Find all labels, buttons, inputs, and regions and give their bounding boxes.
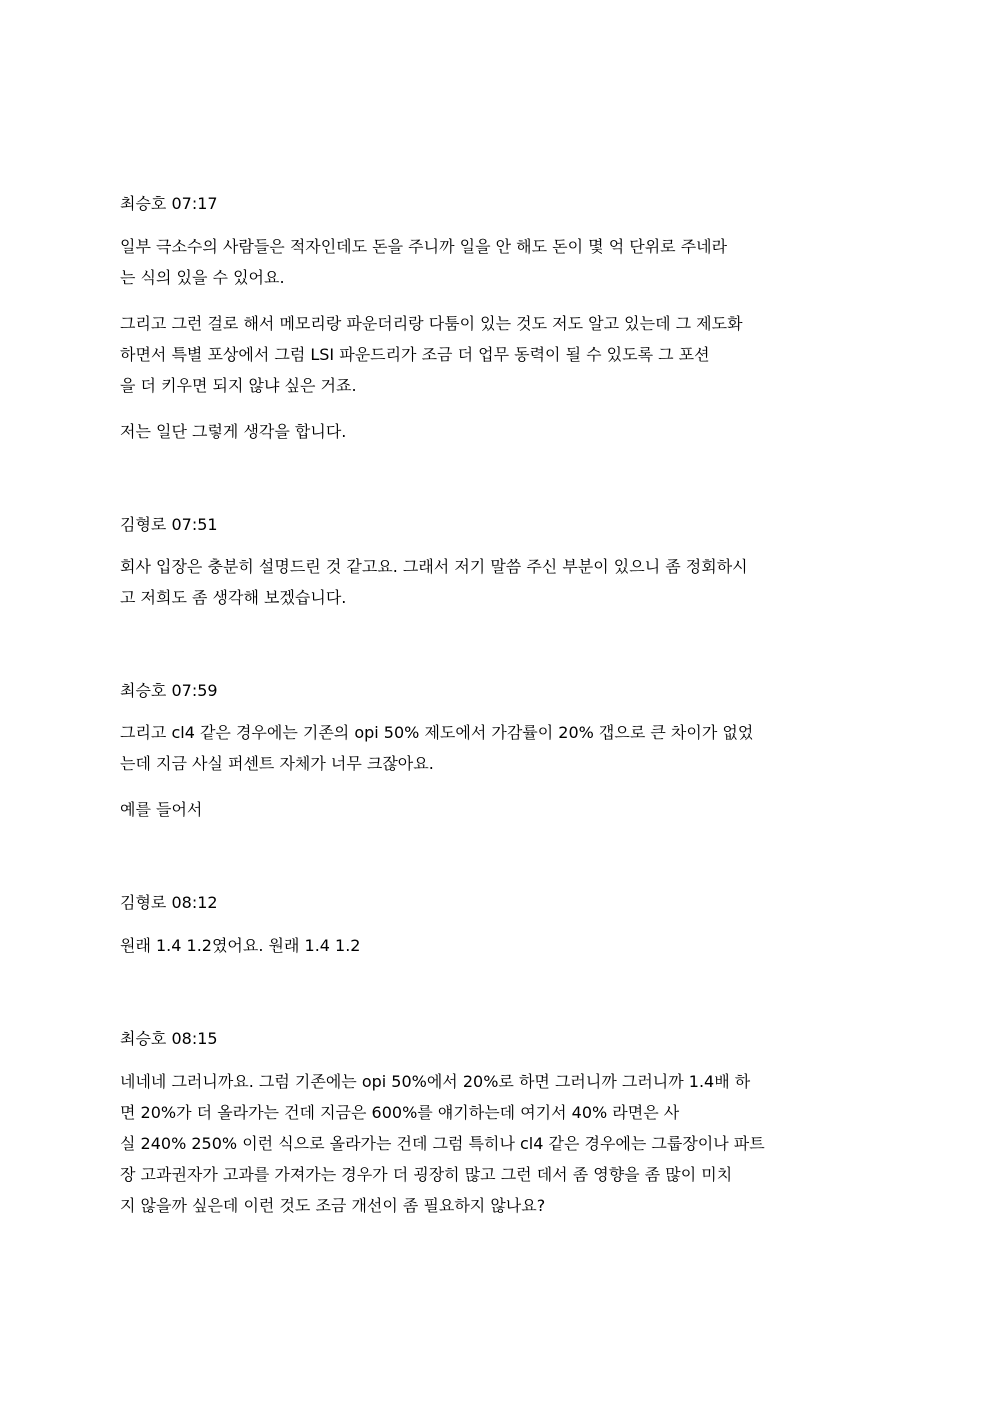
utterance-paragraph: 그리고 cl4 같은 경우에는 기존의 opi 50% 제도에서 가감률이 20% 갭으로 큰 차이가 없었 는데 지금 사실 퍼센트 자체가 너무 크잖아요. xyxy=(120,723,754,773)
utterance-paragraph: 저는 일단 그렇게 생각을 합니다. xyxy=(120,422,347,441)
transcript-entry xyxy=(120,514,880,607)
transcript-entry xyxy=(120,193,880,441)
utterance-paragraph: 그리고 그런 걸로 해서 메모리랑 파운더리랑 다툼이 있는 것도 저도 알고 있는데 그 제도화 하면서 특별 포상에서 그럼 LSI 파운드리가 조금 더 업무 동력이 될 수 있도록 그 포션 을 더 키우면 되지 않냐 싶은 거죠. xyxy=(120,314,743,395)
speaker-timestamp: 최승호 08:15 xyxy=(120,1029,218,1048)
transcript-entry xyxy=(120,1028,880,1215)
utterance-paragraph: 네네네 그러니까요. 그럼 기존에는 opi 50%에서 20%로 하면 그러니까 그러니까 1.4배 하 면 20%가 더 올라가는 건데 지금은 600%를 얘기하는데 여기서 40% 라면은 사 실 240% 250% 이런 식으로 올라가는 건데 그럼 특히나 cl4 같은 경우에는 그룹장이나 파트 장 고과권자가 고과를 가져가는 경우가 더 굉장히 많고 그런 데서 좀 영향을 좀 많이 미치 지 않을까 싶은데 이런 것도 조금 개선이 좀 필요하지 않나요? xyxy=(120,1072,765,1215)
speaker-timestamp: 최승호 07:17 xyxy=(120,194,218,213)
speaker-timestamp: 최승호 07:59 xyxy=(120,681,218,700)
transcript-entry xyxy=(120,892,880,955)
speaker-timestamp: 김형로 07:51 xyxy=(120,515,218,534)
utterance-paragraph: 회사 입장은 충분히 설명드린 것 같고요. 그래서 저기 말씀 주신 부분이 있으니 좀 정회하시 고 저희도 좀 생각해 보겠습니다. xyxy=(120,557,748,607)
utterance-paragraph: 일부 극소수의 사람들은 적자인데도 돈을 주니까 일을 안 해도 돈이 몇 억 단위로 주네라 는 식의 있을 수 있어요. xyxy=(120,237,728,287)
speaker-timestamp: 김형로 08:12 xyxy=(120,893,218,912)
transcript-entry xyxy=(120,680,880,819)
utterance-paragraph: 원래 1.4 1.2였어요. 원래 1.4 1.2 xyxy=(120,936,361,955)
utterance-paragraph: 예를 들어서 xyxy=(120,800,203,819)
